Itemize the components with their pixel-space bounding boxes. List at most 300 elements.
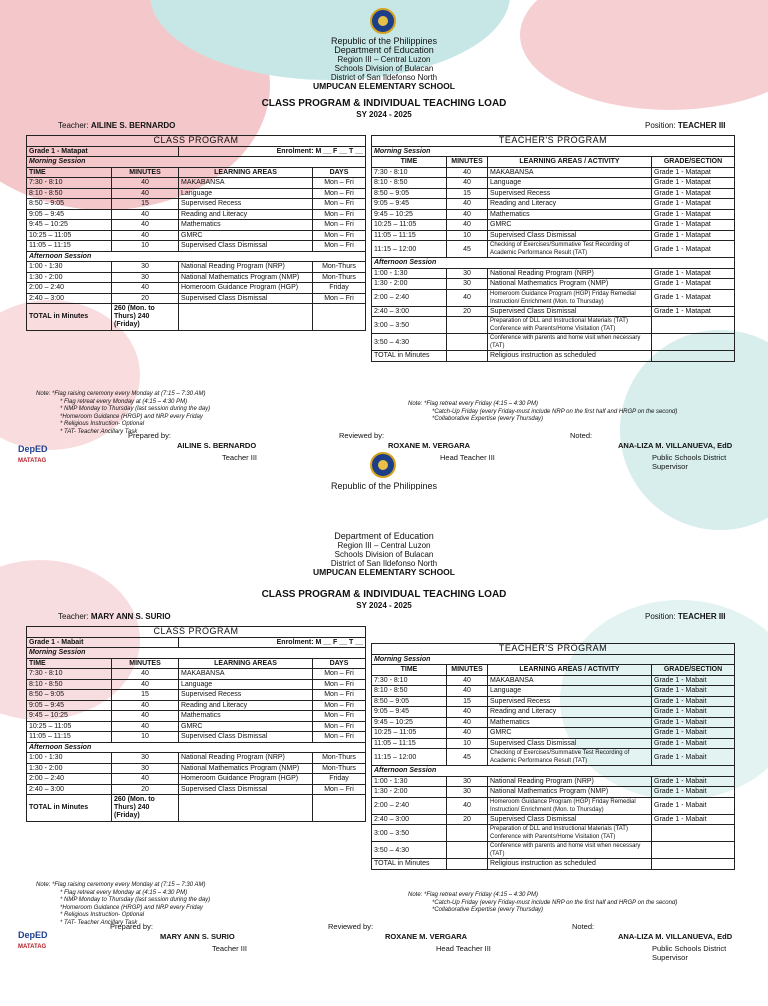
- teacher-program-caption: TEACHER'S PROGRAM: [372, 136, 735, 147]
- department-text: Department of Education: [334, 45, 434, 55]
- table-row: [372, 268, 735, 279]
- table-row: [27, 763, 366, 774]
- class-program-notes: [36, 882, 210, 927]
- prepared-role: Teacher III: [222, 453, 258, 462]
- table-cell: Homeroom Guidance Program (HGP) Friday Remedial Instruction/ Enrichment (Mon. to Thursday): [488, 289, 652, 306]
- table-cell: Mon-Thurs: [313, 763, 366, 774]
- table-cell: Supervised Class Dismissal: [488, 738, 652, 749]
- table-cell: Reading and Literacy: [488, 199, 652, 210]
- class-program-caption: CLASS PROGRAM: [27, 136, 366, 147]
- table-cell: Supervised Recess: [488, 696, 652, 707]
- note-line: * Religious Instruction- Optional: [60, 421, 145, 427]
- table-row: [27, 732, 366, 743]
- table-cell: 10:25 – 11:05: [27, 721, 112, 732]
- enrolment: Enrolment: M __ F __ T __: [179, 637, 366, 648]
- note-line: Note: *Flag raising ceremony every Monday at (7:15 – 7:30 AM): [36, 391, 206, 397]
- table-cell: Supervised Class Dismissal: [179, 293, 313, 304]
- note-line: * NMP Monday to Thursday (last session during the day): [60, 406, 211, 412]
- division-text: Schools Division of Bulacan: [334, 550, 434, 559]
- table-cell: Grade 1 - Matapat: [652, 167, 735, 178]
- teacher-program-notes: [408, 892, 677, 915]
- table-cell: 1:00 - 1:30: [27, 262, 112, 273]
- table-row: [372, 859, 735, 870]
- table-cell: 9:05 – 9:45: [27, 209, 112, 220]
- position-value: TEACHER III: [677, 121, 726, 130]
- table-cell: Homeroom Guidance Program (HGP) Friday Remedial Instruction/ Enrichment (Mon. to Thursday): [488, 797, 652, 814]
- table-cell: 10:25 – 11:05: [372, 220, 447, 231]
- reviewed-signature: ROXANE M. VERGARA: [388, 441, 471, 450]
- table-row: [372, 220, 735, 231]
- table-row: [27, 711, 366, 722]
- grade-section: Grade 1 - Mabait: [27, 637, 179, 648]
- table-cell: 11:05 – 11:15: [372, 738, 447, 749]
- table-cell: GMRC: [488, 220, 652, 231]
- morning-session-label: Morning Session: [372, 146, 735, 157]
- note-line: * TAT- Teacher Ancillary Task: [60, 428, 138, 435]
- reviewed-role: Head Teacher III: [436, 944, 491, 953]
- table-cell: Mathematics: [179, 711, 313, 722]
- table-cell: 40: [112, 283, 179, 294]
- total-minutes-label: TOTAL in Minutes: [27, 304, 112, 331]
- table-cell: Mon – Fri: [313, 220, 366, 231]
- table-cell: 8:50 – 9:05: [27, 199, 112, 210]
- table-cell: 10:25 – 11:05: [372, 728, 447, 739]
- note-line: *Homeroom Guidance (HRGP) and NRP every Friday: [60, 904, 203, 911]
- region-text: Region III – Central Luzon: [337, 55, 431, 64]
- table-cell: 1:30 - 2:00: [27, 763, 112, 774]
- class-program-table: CLASS PROGRAM Grade 1 - Matapat Enrolment: M __ F __ T __ Morning Session TIME MINUTES LEARNING AREAS DAYS 7:30 - 8:10 40 MAKABANSA Mon – Fri 8:10 - 8:50 40 Language Mon – Fri 8:50 – 9:05 15 Supervised Recess Mon – Fri 9:05 – 9:45 40 Reading and Literacy Mon – Fri 9:45 – 10:25 40 Mathematics Mon – Fri 10:25 – 11:05 40 GMRC Mon – Fri 11:05 – 11:15 10 Supervised Class Dismissal Mon – Fri Afternoon Session 1:00 - 1:30 30 National Reading Program (NRP) Mon-Thurs 1:30 - 2:00 30 National Mathematics Program (NMP) Mon-Thurs 2:00 – 2:40 40 Homeroom Guidance Program (HGP) Friday 2:40 – 3:00 20 Supervised Class Dismissal Mon – Fri TOTAL in Minutes 260 (Mon. to Thurs) 240 (Friday): [26, 135, 366, 331]
- table-row: [27, 753, 366, 764]
- table-cell: 2:00 – 2:40: [27, 774, 112, 785]
- school-year: SY 2024 - 2025: [356, 601, 412, 610]
- page-title: CLASS PROGRAM & INDIVIDUAL TEACHING LOAD: [261, 98, 507, 109]
- table-cell: 11:05 – 11:15: [27, 241, 112, 252]
- table-row: [27, 178, 366, 189]
- table-row: [27, 669, 366, 680]
- table-cell: Mathematics: [488, 717, 652, 728]
- afternoon-session-label: Afternoon Session: [27, 251, 366, 262]
- table-cell: 7:30 - 8:10: [27, 669, 112, 680]
- noted-label: Noted:: [570, 431, 593, 440]
- class-program-caption: CLASS PROGRAM: [27, 627, 366, 638]
- table-cell: 40: [112, 220, 179, 231]
- table-cell: Mathematics: [488, 209, 652, 220]
- table-cell: Mon – Fri: [313, 241, 366, 252]
- table-cell: Mon – Fri: [313, 784, 366, 795]
- table-cell: Preparation of DLL and Instructional Materials (TAT) Conference with Parents/Home Visitation (TAT): [488, 317, 652, 334]
- note-line: * NMP Monday to Thursday (last session during the day): [60, 897, 211, 903]
- table-cell: 40: [447, 797, 488, 814]
- table-cell: 9:05 – 9:45: [27, 700, 112, 711]
- teacher-program-table: TEACHER'S PROGRAM Morning Session TIME MINUTES LEARNING AREAS / ACTIVITY GRADE/SECTION 7:30 - 8:10 40 MAKABANSA Grade 1 - Mabait 8:10 - 8:50 40 Language Grade 1 - Mabait 8:50 – 9:05 15 Supervised Recess Grade 1 - Mabait 9:05 – 9:45 40 Reading and Literacy Grade 1 - Mabait 9:45 – 10:25 40 Mathematics Grade 1 - Mabait 10:25 – 11:05 40 GMRC Grade 1 - Mabait 11:05 – 11:15 10 Supervised Class Dismissal Grade 1 - Mabait 11:15 – 12:00 45 Checking of Exercises/Summative Test Recording of Academic Performance Result (TAT) Grade 1 - Mabait Afternoon Session 1:00 - 1:30 30 National Reading Program (NRP) Grade 1 - Mabait 1:30 - 2:00 30 National Mathematics Program (NMP) Grade 1 - Mabait 2:00 – 2:40 40 Homeroom Guidance Program (HGP) Friday Remedial Instruction/ Enrichment (Mon. to Thursday) Grade 1 - Mabait 2:40 – 3:00 20 Supervised Class Dismissal Grade 1 - Mabait 3:00 – 3:50 Preparation of DLL and Instructional Materials (TAT) Conference with Parents/Home Visitation (TAT) 3:50 – 4:30 Conference with parents and home visit when necessary (TAT) TOTAL in Minutes Religious instruction as scheduled: [371, 643, 735, 870]
- table-cell: Supervised Class Dismissal: [179, 784, 313, 795]
- table-cell: 1:00 - 1:30: [372, 268, 447, 279]
- note-line: * Religious Instruction- Optional: [60, 912, 145, 918]
- teacher-program-notes: [408, 401, 677, 424]
- table-row: [372, 334, 735, 351]
- table-cell: Mon-Thurs: [313, 262, 366, 273]
- table-cell: 1:30 - 2:00: [372, 787, 447, 798]
- table-cell: Grade 1 - Mabait: [652, 686, 735, 697]
- table-cell: Grade 1 - Matapat: [652, 241, 735, 258]
- table-row: [372, 686, 735, 697]
- table-cell: 15: [112, 199, 179, 210]
- note-line: * TAT- Teacher Ancillary Task: [60, 919, 138, 926]
- school-name: UMPUCAN ELEMENTARY SCHOOL: [313, 81, 455, 91]
- table-row: [372, 717, 735, 728]
- table-cell: 11:05 – 11:15: [27, 732, 112, 743]
- table-row: [372, 279, 735, 290]
- table-cell: [447, 859, 488, 870]
- table-row: [372, 825, 735, 842]
- table-cell: Conference with parents and home visit when necessary (TAT): [488, 842, 652, 859]
- table-cell: Mon – Fri: [313, 732, 366, 743]
- deped-logo: DepED MATATAG: [18, 930, 48, 950]
- table-cell: GMRC: [488, 728, 652, 739]
- table-cell: Mon – Fri: [313, 199, 366, 210]
- table-cell: Mon – Fri: [313, 700, 366, 711]
- total-minutes-value: 260 (Mon. to Thurs) 240 (Friday): [112, 795, 179, 822]
- table-row: [27, 679, 366, 690]
- table-cell: Grade 1 - Matapat: [652, 230, 735, 241]
- noted-signature: ANA-LIZA M. VILLANUEVA, EdD: [618, 441, 733, 450]
- class-program-table: CLASS PROGRAM Grade 1 - Mabait Enrolment: M __ F __ T __ Morning Session TIME MINUTES LEARNING AREAS DAYS 7:30 - 8:10 40 MAKABANSA Mon – Fri 8:10 - 8:50 40 Language Mon – Fri 8:50 – 9:05 15 Supervised Recess Mon – Fri 9:05 – 9:45 40 Reading and Literacy Mon – Fri 9:45 – 10:25 40 Mathematics Mon – Fri 10:25 – 11:05 40 GMRC Mon – Fri 11:05 – 11:15 10 Supervised Class Dismissal Mon – Fri Afternoon Session 1:00 - 1:30 30 National Reading Program (NRP) Mon-Thurs 1:30 - 2:00 30 National Mathematics Program (NMP) Mon-Thurs 2:00 – 2:40 40 Homeroom Guidance Program (HGP) Friday 2:40 – 3:00 20 Supervised Class Dismissal Mon – Fri TOTAL in Minutes 260 (Mon. to Thurs) 240 (Friday): [26, 626, 366, 822]
- district-text: District of San Ildefonso North: [330, 559, 438, 568]
- table-cell: 2:40 – 3:00: [372, 814, 447, 825]
- teacher-program-table: TEACHER'S PROGRAM Morning Session TIME MINUTES LEARNING AREAS / ACTIVITY GRADE/SECTION 7:30 - 8:10 40 MAKABANSA Grade 1 - Matapat 8:10 - 8:50 40 Language Grade 1 - Matapat 8:50 – 9:05 15 Supervised Recess Grade 1 - Matapat 9:05 – 9:45 40 Reading and Literacy Grade 1 - Matapat 9:45 – 10:25 40 Mathematics Grade 1 - Matapat 10:25 – 11:05 40 GMRC Grade 1 - Matapat 11:05 – 11:15 10 Supervised Class Dismissal Grade 1 - Matapat 11:15 – 12:00 45 Checking of Exercises/Summative Test Recording of Academic Performance Result (TAT) Grade 1 - Matapat Afternoon Session 1:00 - 1:30 30 National Reading Program (NRP) Grade 1 - Matapat 1:30 - 2:00 30 National Mathematics Program (NMP) Grade 1 - Matapat 2:00 – 2:40 40 Homeroom Guidance Program (HGP) Friday Remedial Instruction/ Enrichment (Mon. to Thursday) Grade 1 - Matapat 2:40 – 3:00 20 Supervised Class Dismissal Grade 1 - Matapat 3:00 – 3:50 Preparation of DLL and Instructional Materials (TAT) Conference with Parents/Home Visitation (TAT) 3:50 – 4:30 Conference with parents and home visit when necessary (TAT) TOTAL in Minutes Religious instruction as scheduled: [371, 135, 735, 362]
- table-cell: Homeroom Guidance Program (HGP): [179, 774, 313, 785]
- table-row: [372, 351, 735, 362]
- table-row: [27, 690, 366, 701]
- table-cell: Mon – Fri: [313, 669, 366, 680]
- table-cell: Friday: [313, 774, 366, 785]
- table-cell: Mon-Thurs: [313, 753, 366, 764]
- table-cell: Mon – Fri: [313, 209, 366, 220]
- table-cell: 40: [447, 199, 488, 210]
- table-cell: 40: [447, 728, 488, 739]
- table-row: [27, 784, 366, 795]
- position-line: Position: TEACHER III: [645, 121, 726, 130]
- table-row: [27, 230, 366, 241]
- table-row: [372, 797, 735, 814]
- school-year: SY 2024 - 2025: [356, 110, 412, 119]
- table-cell: 40: [112, 209, 179, 220]
- table-cell: [652, 859, 735, 870]
- table-row: [372, 289, 735, 306]
- table-cell: 11:05 – 11:15: [372, 230, 447, 241]
- table-cell: Supervised Recess: [179, 199, 313, 210]
- prepared-by-label: Prepared by:: [128, 431, 171, 440]
- table-row: [372, 675, 735, 686]
- footer-republic: Republic of the Philippines: [330, 481, 438, 490]
- table-cell: 45: [447, 241, 488, 258]
- table-cell: 15: [447, 188, 488, 199]
- table-cell: 40: [112, 230, 179, 241]
- noted-role: Public Schools District Supervisor: [652, 453, 727, 471]
- table-row: [27, 272, 366, 283]
- prepared-signature: MARY ANN S. SURIO: [160, 932, 235, 941]
- table-cell: Language: [179, 188, 313, 199]
- table-cell: Grade 1 - Mabait: [652, 776, 735, 787]
- table-cell: Preparation of DLL and Instructional Materials (TAT) Conference with Parents/Home Visitation (TAT): [488, 825, 652, 842]
- table-row: [27, 209, 366, 220]
- afternoon-session-label: Afternoon Session: [372, 258, 735, 269]
- table-cell: National Reading Program (NRP): [488, 776, 652, 787]
- table-cell: National Mathematics Program (NMP): [488, 787, 652, 798]
- table-cell: Grade 1 - Mabait: [652, 717, 735, 728]
- teaching-load-sheet: [0, 0, 768, 490]
- table-cell: 3:50 – 4:30: [372, 334, 447, 351]
- table-cell: National Mathematics Program (NMP): [179, 272, 313, 283]
- noted-role: Public Schools District Supervisor: [652, 944, 727, 962]
- table-cell: 45: [447, 749, 488, 766]
- table-cell: 10: [447, 230, 488, 241]
- table-cell: Grade 1 - Mabait: [652, 738, 735, 749]
- table-cell: Supervised Class Dismissal: [179, 732, 313, 743]
- table-cell: Supervised Recess: [179, 690, 313, 701]
- table-row: [27, 774, 366, 785]
- table-cell: 20: [447, 814, 488, 825]
- table-row: [372, 749, 735, 766]
- table-cell: Friday: [313, 283, 366, 294]
- table-cell: 30: [112, 262, 179, 273]
- table-cell: Mon – Fri: [313, 711, 366, 722]
- table-cell: [447, 825, 488, 842]
- table-cell: 40: [112, 721, 179, 732]
- reviewed-by-label: Reviewed by:: [339, 431, 385, 440]
- table-cell: GMRC: [179, 721, 313, 732]
- table-cell: 40: [112, 669, 179, 680]
- table-cell: 1:00 - 1:30: [27, 753, 112, 764]
- table-cell: 7:30 - 8:10: [372, 167, 447, 178]
- class-program-notes: [36, 391, 210, 436]
- table-cell: 9:05 – 9:45: [372, 199, 447, 210]
- note-line: *Collaborative Expertise (every Thursday): [432, 416, 544, 422]
- table-row: [372, 306, 735, 317]
- republic-text: Republic of the Philippines: [330, 36, 438, 46]
- table-row: [372, 738, 735, 749]
- table-cell: Mon-Thurs: [313, 272, 366, 283]
- table-cell: 40: [112, 711, 179, 722]
- table-cell: Grade 1 - Mabait: [652, 797, 735, 814]
- table-cell: Mon – Fri: [313, 230, 366, 241]
- table-cell: Grade 1 - Matapat: [652, 279, 735, 290]
- table-cell: Mon – Fri: [313, 188, 366, 199]
- table-cell: 30: [112, 753, 179, 764]
- table-cell: 40: [447, 209, 488, 220]
- table-cell: Grade 1 - Matapat: [652, 220, 735, 231]
- letterhead: [0, 532, 768, 577]
- table-cell: 9:45 – 10:25: [372, 209, 447, 220]
- table-row: [372, 188, 735, 199]
- table-cell: 7:30 - 8:10: [372, 675, 447, 686]
- note-line: Note: *Flag retreat every Friday (4:15 – 4:30 PM): [408, 892, 539, 898]
- table-cell: Reading and Literacy: [488, 707, 652, 718]
- table-cell: 2:40 – 3:00: [372, 306, 447, 317]
- noted-signature: ANA-LIZA M. VILLANUEVA, EdD: [618, 932, 733, 941]
- table-row: [372, 814, 735, 825]
- table-cell: 2:40 – 3:00: [27, 784, 112, 795]
- table-cell: 8:50 – 9:05: [372, 696, 447, 707]
- table-row: [372, 178, 735, 189]
- table-cell: 7:30 - 8:10: [27, 178, 112, 189]
- table-cell: Supervised Recess: [488, 188, 652, 199]
- table-cell: 40: [112, 679, 179, 690]
- table-cell: 40: [112, 774, 179, 785]
- page-title: CLASS PROGRAM & INDIVIDUAL TEACHING LOAD: [261, 589, 507, 600]
- table-cell: 3:00 – 3:50: [372, 317, 447, 334]
- table-cell: 20: [447, 306, 488, 317]
- note-line: * Flag retreat every Monday at (4:15 – 4:30 PM): [60, 889, 188, 896]
- table-row: [372, 199, 735, 210]
- table-cell: MAKABANSA: [488, 675, 652, 686]
- table-cell: 10: [447, 738, 488, 749]
- table-cell: 40: [447, 220, 488, 231]
- teacher-name: AILINE S. BERNARDO: [90, 121, 176, 130]
- table-cell: 1:30 - 2:00: [27, 272, 112, 283]
- prepared-signature: AILINE S. BERNARDO: [177, 441, 257, 450]
- table-cell: Grade 1 - Mabait: [652, 787, 735, 798]
- table-cell: 40: [447, 289, 488, 306]
- table-cell: 2:40 – 3:00: [27, 293, 112, 304]
- deped-logo: DepED MATATAG: [18, 444, 48, 464]
- teacher-line: Teacher: MARY ANN S. SURIO: [58, 612, 171, 621]
- table-cell: 30: [447, 776, 488, 787]
- position-line: Position: TEACHER III: [645, 612, 726, 621]
- table-cell: Checking of Exercises/Summative Test Recording of Academic Performance Result (TAT): [488, 241, 652, 258]
- table-cell: Grade 1 - Mabait: [652, 749, 735, 766]
- table-cell: Grade 1 - Matapat: [652, 289, 735, 306]
- table-cell: [652, 842, 735, 859]
- table-cell: [652, 351, 735, 362]
- total-minutes-label: TOTAL in Minutes: [27, 795, 112, 822]
- table-cell: 30: [447, 268, 488, 279]
- table-cell: Checking of Exercises/Summative Test Recording of Academic Performance Result (TAT): [488, 749, 652, 766]
- table-cell: Language: [179, 679, 313, 690]
- table-cell: 8:10 - 8:50: [372, 178, 447, 189]
- table-cell: National Mathematics Program (NMP): [488, 279, 652, 290]
- note-line: Note: *Flag retreat every Friday (4:15 – 4:30 PM): [408, 401, 539, 407]
- table-cell: Grade 1 - Matapat: [652, 209, 735, 220]
- table-cell: 3:00 – 3:50: [372, 825, 447, 842]
- table-row: [372, 707, 735, 718]
- table-row: [27, 188, 366, 199]
- table-cell: 2:00 – 2:40: [372, 289, 447, 306]
- table-cell: [652, 334, 735, 351]
- table-cell: Mathematics: [179, 220, 313, 231]
- table-cell: 10:25 – 11:05: [27, 230, 112, 241]
- table-cell: 40: [447, 707, 488, 718]
- table-cell: Grade 1 - Matapat: [652, 306, 735, 317]
- reviewed-role: Head Teacher III: [440, 453, 495, 462]
- table-cell: Grade 1 - Mabait: [652, 728, 735, 739]
- table-cell: Reading and Literacy: [179, 209, 313, 220]
- table-cell: TOTAL in Minutes: [372, 859, 447, 870]
- table-cell: 30: [112, 763, 179, 774]
- table-cell: [447, 351, 488, 362]
- table-cell: 40: [447, 167, 488, 178]
- table-cell: 9:45 – 10:25: [372, 717, 447, 728]
- table-cell: Mon – Fri: [313, 690, 366, 701]
- table-row: [27, 721, 366, 732]
- table-row: [372, 317, 735, 334]
- table-cell: Grade 1 - Matapat: [652, 188, 735, 199]
- table-cell: Supervised Class Dismissal: [179, 241, 313, 252]
- table-cell: 1:00 - 1:30: [372, 776, 447, 787]
- teacher-program-caption: TEACHER'S PROGRAM: [372, 644, 735, 655]
- table-row: [27, 283, 366, 294]
- table-cell: 20: [112, 293, 179, 304]
- table-cell: 1:30 - 2:00: [372, 279, 447, 290]
- deped-seal-icon: [370, 8, 396, 34]
- table-row: [27, 262, 366, 273]
- table-row: [372, 167, 735, 178]
- note-line: *Collaborative Expertise (every Thursday): [432, 907, 544, 913]
- region-text: Region III – Central Luzon: [337, 541, 431, 550]
- table-row: [27, 199, 366, 210]
- table-row: [27, 220, 366, 231]
- table-cell: National Reading Program (NRP): [179, 262, 313, 273]
- table-cell: 40: [447, 686, 488, 697]
- table-cell: 2:00 – 2:40: [27, 283, 112, 294]
- table-cell: TOTAL in Minutes: [372, 351, 447, 362]
- table-cell: 15: [112, 690, 179, 701]
- table-cell: Language: [488, 178, 652, 189]
- table-cell: Mon – Fri: [313, 293, 366, 304]
- note-line: *Catch-Up Friday (every Friday-must include NRP on the first half and HRGP on the second): [432, 899, 678, 906]
- teaching-load-sheet: [0, 500, 768, 990]
- position-value: TEACHER III: [677, 612, 726, 621]
- prepared-by-label: Prepared by:: [110, 922, 153, 931]
- table-cell: 40: [112, 188, 179, 199]
- table-cell: 30: [112, 272, 179, 283]
- table-cell: Religious instruction as scheduled: [488, 859, 652, 870]
- table-cell: 9:45 – 10:25: [27, 711, 112, 722]
- teacher-name: MARY ANN S. SURIO: [90, 612, 171, 621]
- table-cell: [652, 825, 735, 842]
- table-cell: 10: [112, 732, 179, 743]
- table-cell: 8:10 - 8:50: [27, 679, 112, 690]
- total-minutes-value: 260 (Mon. to Thurs) 240 (Friday): [112, 304, 179, 331]
- district-text: District of San Ildefonso North: [330, 73, 438, 82]
- table-cell: Religious instruction as scheduled: [488, 351, 652, 362]
- school-name: UMPUCAN ELEMENTARY SCHOOL: [313, 567, 455, 577]
- table-row: [372, 728, 735, 739]
- afternoon-session-label: Afternoon Session: [372, 766, 735, 777]
- table-cell: 40: [112, 178, 179, 189]
- table-cell: Conference with parents and home visit when necessary (TAT): [488, 334, 652, 351]
- table-cell: 2:00 – 2:40: [372, 797, 447, 814]
- table-cell: Grade 1 - Matapat: [652, 178, 735, 189]
- table-cell: Mon – Fri: [313, 679, 366, 690]
- table-cell: 15: [447, 696, 488, 707]
- noted-label: Noted:: [572, 922, 595, 931]
- deped-seal-icon: [370, 452, 396, 478]
- department-text: Department of Education: [334, 531, 434, 541]
- note-line: Note: *Flag raising ceremony every Monday at (7:15 – 7:30 AM): [36, 882, 206, 888]
- table-row: [372, 842, 735, 859]
- letterhead: [0, 37, 768, 91]
- table-row: [372, 696, 735, 707]
- table-cell: 30: [447, 787, 488, 798]
- table-cell: [447, 334, 488, 351]
- note-line: *Homeroom Guidance (HRGP) and NRP every Friday: [60, 413, 203, 420]
- table-cell: Mon – Fri: [313, 178, 366, 189]
- table-row: [27, 293, 366, 304]
- table-cell: [447, 842, 488, 859]
- table-cell: Supervised Class Dismissal: [488, 306, 652, 317]
- table-cell: MAKABANSA: [179, 178, 313, 189]
